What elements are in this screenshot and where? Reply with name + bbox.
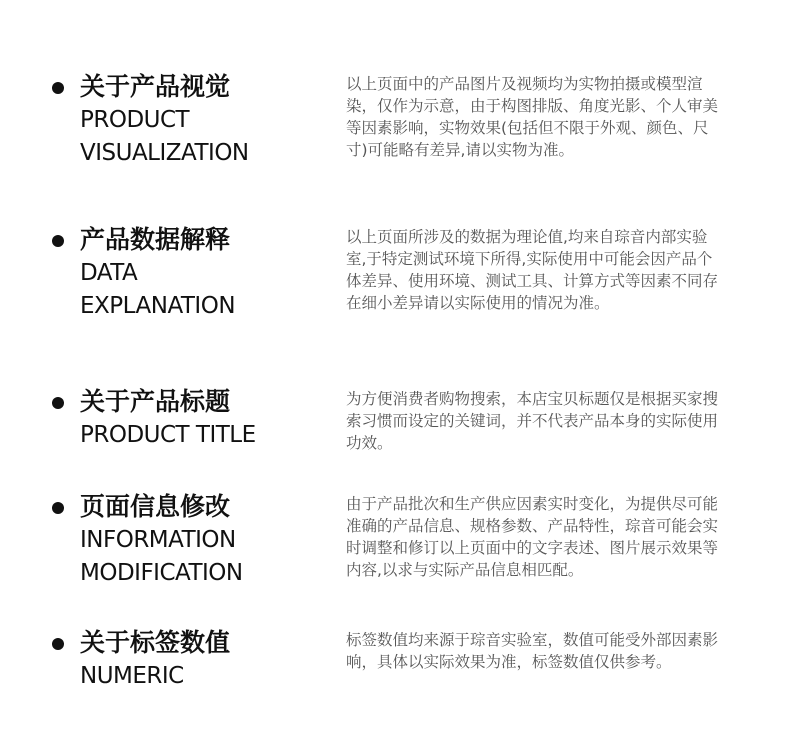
section-heading [80, 385, 330, 452]
section-title-en-line: VISUALIZATION [80, 140, 249, 166]
section-description: 以上页面中的产品图片及视频均为实物拍摄或模型渲染，仅作为示意，由于构图排版、角度光影、个人审美等因素影响，实物效果(包括但不限于外观、颜色、尺寸)可能略有差异,请以实物为准。 [346, 75, 719, 159]
section-title-cn: 产品数据解释 [80, 225, 231, 254]
section-title-en-line: NUMERIC [80, 663, 184, 689]
section-title-en-line: INFORMATION [80, 527, 236, 553]
section-title-en-line: EXPLANATION [80, 293, 236, 319]
section-description: 由于产品批次和生产供应因素实时变化，为提供尽可能准确的产品信息、规格参数、产品特性，琮音可能会实时调整和修订以上页面中的文字表述、图片展示效果等内容,以求与实际产品信息相匹配。 [346, 495, 719, 579]
section-heading [80, 70, 330, 170]
section-title-cn: 页面信息修改 [80, 492, 231, 521]
bullet-dot-icon [52, 235, 64, 247]
section-title-en-line: PRODUCT TITLE [80, 422, 256, 448]
section-title-cn: 关于产品视觉 [80, 72, 231, 101]
bullet-dot-icon [52, 82, 64, 94]
section-heading [80, 626, 330, 693]
bullet-dot-icon [52, 502, 64, 514]
section-title-en-line: DATA [80, 260, 138, 286]
section-description: 标签数值均来源于琮音实验室，数值可能受外部因素影响，具体以实际效果为准，标签数值仅供参考。 [346, 631, 719, 671]
bullet-dot-icon [52, 638, 64, 650]
section-title-en-line: MODIFICATION [80, 560, 243, 586]
section-heading [80, 490, 330, 590]
section-description: 为方便消费者购物搜索，本店宝贝标题仅是根据买家搜索习惯而设定的关键词，并不代表产品本身的实际使用功效。 [346, 390, 719, 452]
section-heading [80, 223, 330, 323]
section-title-cn: 关于标签数值 [80, 628, 231, 657]
section-description: 以上页面所涉及的数据为理论值,均来自琮音内部实验室,于特定测试环境下所得,实际使用中可能会因产品个体差异、使用环境、测试工具、计算方式等因素不同存在细小差异请以实际使用的情况为准。 [346, 228, 719, 312]
bullet-dot-icon [52, 397, 64, 409]
section-title-en-line: PRODUCT [80, 107, 190, 133]
section-title-cn: 关于产品标题 [80, 387, 231, 416]
